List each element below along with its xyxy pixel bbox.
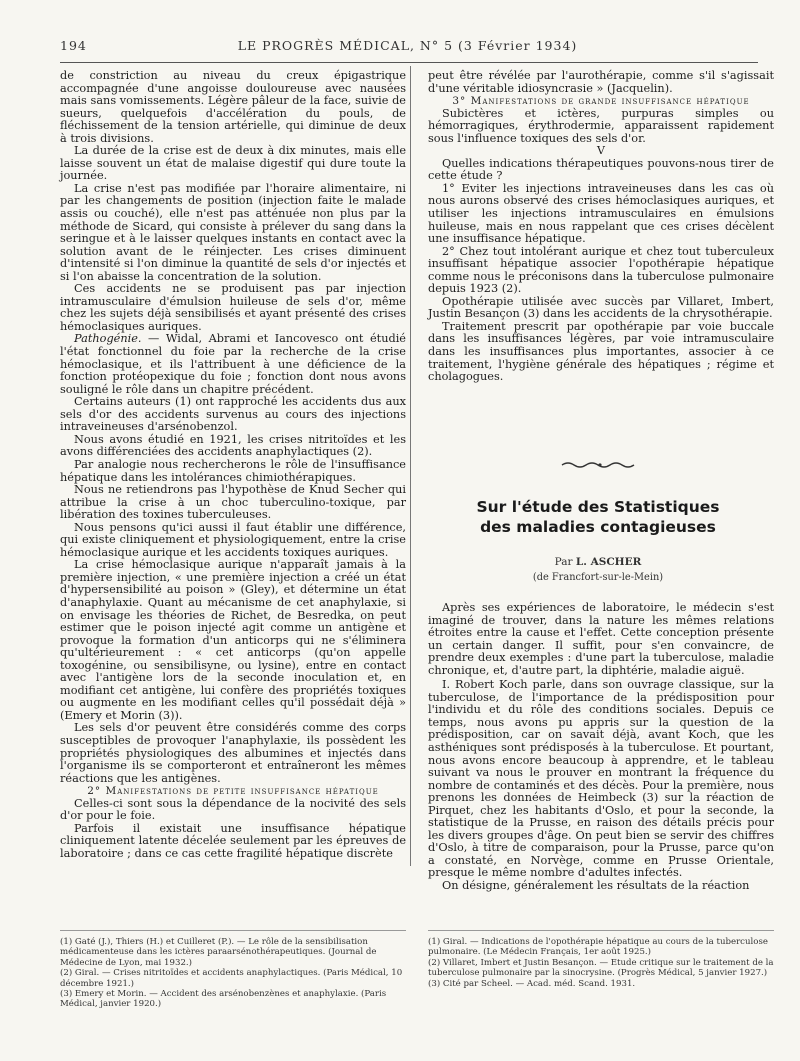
paragraph: Pathogénie. — Widal, Abrami et Iancovesco ont étudié l'état fonctionnel du foie par la recherche de la crise hémoclasique, et ils l'attribuent à une déficience de la fonction protéopexique du foie ; fonction dont nous avons souligné le rôle dans un chapitre précédent. <box>60 332 406 396</box>
footnote: (3) Emery et Morin. — Accident des arsénobenzènes et anaphylaxie. (Paris Médical, janvier 1920.) <box>60 989 387 1010</box>
paragraph: Parfois il existait une insuffisance hépatique cliniquement latente décelée seulement par les épreuves de laboratoire ; dans ce cas cette fragilité hépatique discrète <box>60 821 406 860</box>
paragraph: La durée de la crise est de deux à dix minutes, mais elle laisse souvent un état de malaise digestif qui dure toute la journée. <box>60 144 406 183</box>
paragraph: de constriction au niveau du creux épigastrique accompagnée d'une angoisse douloureuse avec nausées mais sans vomissements. Légère pâleur de la face, suivie de sueurs, quelquefois d'accélération du pouls, de fléchissement de la tension artérielle, qui diminue de deux à trois divisions. <box>60 69 406 145</box>
footnote: (1) Gaté (J.), Thiers (H.) et Cuilleret (P.). — Le rôle de la sensibilisation médicamenteuse dans les ictères paraarsénothérapeutiques. (Journal de Médecine de Lyon, mai 1932.) <box>60 937 377 968</box>
author-affiliation: (de Francfort-sur-le-Mein) <box>532 572 664 583</box>
roman-numeral-heading: V <box>597 144 605 158</box>
footnote: (3) Cité par Scheel. — Acad. méd. Scand. 1931. <box>428 978 636 989</box>
ornament-divider <box>560 460 640 470</box>
page-header <box>60 38 755 58</box>
column-divider <box>410 66 411 866</box>
section-heading: 3° Manifestations de grande insuffisance hépatique <box>452 95 750 108</box>
paragraph: On désigne, généralement les résultats de la réaction <box>442 879 750 893</box>
paragraph: Après ses expériences de laboratoire, le médecin s'est imaginé de trouver, dans la nature les mêmes relations étroites entre la cause et l'effet. Cette conception présente un certain danger. Il suffit, pour s'en convaincre, de prendre deux exemples : d'une part la tuberculose, maladie chronique, et, d'autre part, la diphtérie, maladie aiguë. <box>428 601 774 677</box>
paragraph: Nous pensons qu'ici aussi il faut établir une différence, qui existe cliniquement et physiologiquement, entre la crise hémoclasique aurique et les accidents toxiques auriques. <box>60 520 406 559</box>
paragraph: 1° Eviter les injections intraveineuses dans les cas où nous aurons observé des crises hémoclasiques auriques, et utiliser les injections intramusculaires en émulsions huileuse, mais en nous rappelant que ces crises décèlent une insuffisance hépatique. <box>428 181 774 246</box>
paragraph: Subictères et ictères, purpuras simples ou hémorragiques, érythrodermie, apparaissent rapidement sous l'influence toxiques des sels d'or. <box>428 106 774 145</box>
paragraph: Traitement prescrit par opothérapie par voie buccale dans les insuffisances légères, par voie intramusculaire dans les insuffisances plus importantes, associer à ce traitement, l'hygiène générale des hépatiques ; régime et cholagogues. <box>428 319 774 384</box>
left-column <box>60 70 406 860</box>
paragraph: Quelles indications thérapeutiques pouvons-nous tirer de cette étude ? <box>428 156 774 183</box>
header-rule <box>60 62 758 63</box>
paragraph: Opothérapie utilisée avec succès par Villaret, Imbert, Justin Besançon (3) dans les accidents de la chrysothérapie. <box>428 294 774 321</box>
paragraph: Nous ne retiendrons pas l'hypothèse de Knud Secher qui attribue la crise à un choc tuberculino-toxique, par libération des toxines tuberculeuses. <box>60 483 406 522</box>
paragraph: La crise hémoclasique aurique n'apparaît jamais à la première injection, « une première injection a créé un état d'hypersensibilité au poison » (Gley), et détermine un état d'anaphylaxie. Quant au mécanisme de cet anaphylaxie, si on envisage les théories de Richet, de Besredka, on peut estimer que le poison injecté agit comme un antigène et provoque la formation d'un anticorps qui ne s'éliminera qu'ultérieurement : « cet anticorps (qu'on appelle toxogénine, ou sensibilisyne, ou lysine), entre en contact avec l'antigène lors de la seconde inoculation et, en modifiant cet antigène, lui confère des propriétés toxiques ou augmente en les modifiant celles qu'il possédait déjà » (Emery et Morin (3)). <box>60 558 406 722</box>
paragraph: Nous avons étudié en 1921, les crises nitritoïdes et les avons différenciées des accidents anaphylactiques (2). <box>60 432 406 459</box>
article-body <box>428 602 774 893</box>
running-title: LE PROGRÈS MÉDICAL, N° 5 (3 Février 1934) <box>237 38 578 53</box>
footnote: (2) Giral. — Crises nitritoïdes et accidents anaphylactiques. (Paris Médical, 10 décembre 1921.) <box>60 968 403 989</box>
page-number: 194 <box>60 38 87 53</box>
paragraph: peut être révélée par l'aurothérapie, comme s'il s'agissait d'une véritable idiosyncrasie » (Jacquelin). <box>428 69 774 95</box>
byline: Par L. ASCHER <box>554 556 642 568</box>
paragraph: Certains auteurs (1) ont rapproché les accidents dus aux sels d'or des accidents survenus au cours des injections intraveineuses d'arsénobenzol. <box>60 395 406 434</box>
footnote: (1) Giral. — Indications de l'opothérapie hépatique au cours de la tuberculose pulmonaire. (Le Médecin Français, 1er août 1925.) <box>428 937 768 958</box>
right-column <box>428 70 774 384</box>
paragraph: La crise n'est pas modifiée par l'horaire alimentaire, ni par les changements de position (injection faite le malade assis ou couché), elle n'est pas atténuée non plus par la méthode de Sicard, qui consiste à prélever du sang dans la seringue et à le laisser quelques instants en contact avec la solution avant de le réinjecter. Les crises diminuent d'intensité si l'on diminue la quantité de sels d'or injectés et si l'on abaisse la concentration de la solution. <box>60 181 406 283</box>
paragraph: Les sels d'or peuvent être considérés comme des corps susceptibles de provoquer l'anaphylaxie, ils possèdent les propriétés physiologiques des albumines et injectés dans l'organisme ils se comporteront et entraîneront les mêmes réactions que les antigènes. <box>60 721 406 785</box>
paragraph: I. Robert Koch parle, dans son ouvrage classique, sur la tuberculose, de l'importance de la prédisposition pour l'individu et du rôle des conditions sociales. Depuis ce temps, nous avons pu appris sur la question de la prédisposition, car on savait déjà, avant Koch, que les asthéniques sont prédisposés à la tuberculose. Et pourtant, nous avons encore beaucoup à apprendre, et le tableau suivant va nous le prouver en montrant la fréquence du nombre de contaminés et des décès. Pour la première, nous prenons les données de Heimbeck (3) sur la réaction de Pirquet, chez les habitants d'Oslo, et pour la seconde, la statistique de la Prusse, en raison des détails précis pour les divers groupes d'âge. On peut bien se servir des chiffres d'Oslo, à titre de comparaison, pour la Prusse, parce qu'on a constaté, en Norvège, comme en Prusse Orientale, presque le même nombre d'adultes infectés. <box>428 678 774 880</box>
footnote-rule <box>60 930 406 931</box>
paragraph: Ces accidents ne se produisent pas par injection intramusculaire d'émulsion huileuse de sels d'or, même chez les sujets déjà sensibilisés et ayant présenté des crises hémoclasiques auriques. <box>60 282 406 333</box>
section-heading: 2° Manifestations de petite insuffisance hépatique <box>87 785 379 798</box>
footnotes-right <box>428 937 774 989</box>
author-name: L. ASCHER <box>575 556 642 568</box>
paragraph: 2° Chez tout intolérant aurique et chez tout tuberculeux insuffisant hépatique associer l'opothérapie hépatique comme nous le préconisons dans la tuberculose pulmonaire depuis 1923 (2). <box>428 244 774 296</box>
pathogenie-heading: Pathogénie. <box>74 332 142 346</box>
footnote-rule <box>428 930 774 931</box>
footnotes-left <box>60 937 406 1010</box>
paragraph: Par analogie nous rechercherons le rôle de l'insuffisance hépatique dans les intolérances chimiothérapiques. <box>60 457 406 484</box>
paragraph: Celles-ci sont sous la dépendance de la nocivité des sels d'or pour le foie. <box>60 796 406 823</box>
article-title-line-1: Sur l'étude des Statistiques <box>476 498 720 516</box>
footnote: (2) Villaret, Imbert et Justin Besançon. — Etude critique sur le traitement de la tuberculose pulmonaire par la sinocrysine. (Progrès Médical, 5 janvier 1927.) <box>428 957 774 979</box>
article-title-line-2: des maladies contagieuses <box>480 518 716 536</box>
